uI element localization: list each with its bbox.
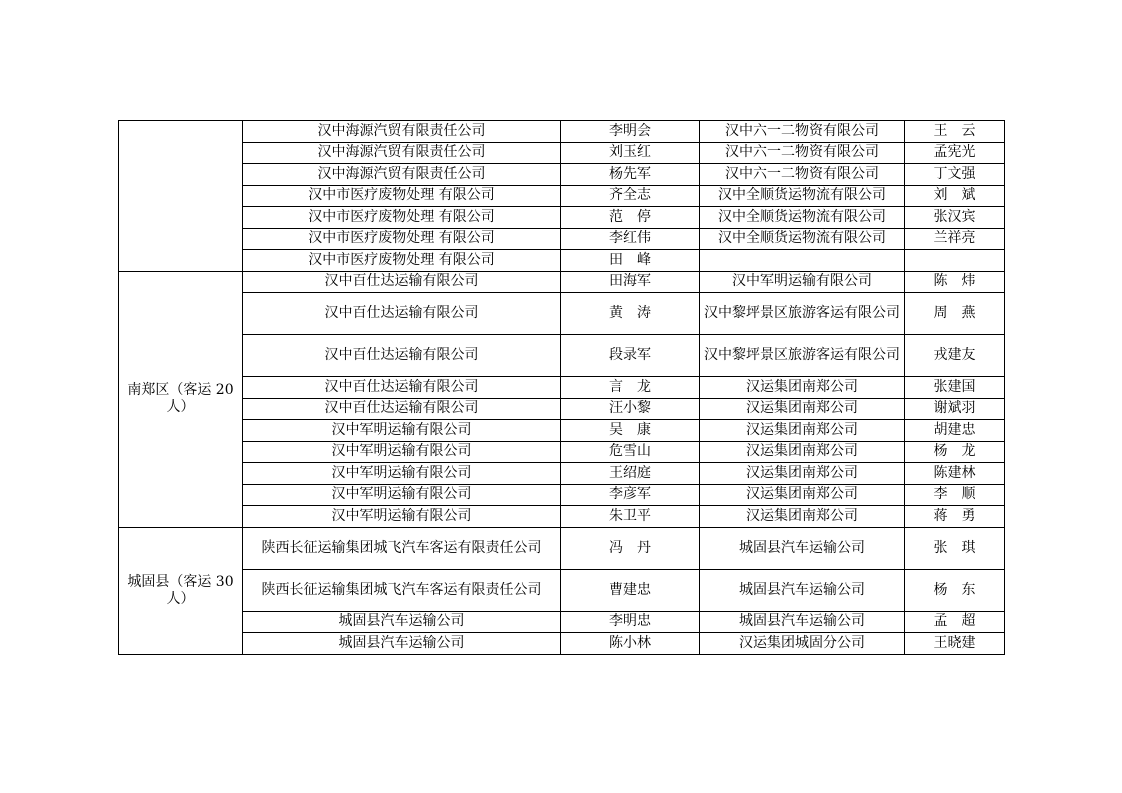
table-row bbox=[119, 569, 1005, 611]
partner-company-cell: 汉中黎坪景区旅游客运有限公司 bbox=[700, 335, 905, 377]
person-cell: 危雪山 bbox=[561, 441, 700, 463]
partner-company-cell: 汉中全顺货运物流有限公司 bbox=[700, 207, 905, 229]
company-cell: 汉中军明运输有限公司 bbox=[243, 506, 561, 528]
company-cell: 汉中军明运输有限公司 bbox=[243, 441, 561, 463]
partner-company-cell: 汉运集团南郑公司 bbox=[700, 506, 905, 528]
partner-company-cell: 汉运集团南郑公司 bbox=[700, 398, 905, 420]
partner-person-cell: 王 云 bbox=[905, 121, 1005, 143]
company-cell: 汉中百仕达运输有限公司 bbox=[243, 398, 561, 420]
partner-person-cell: 张汉宾 bbox=[905, 207, 1005, 229]
person-cell: 齐全志 bbox=[561, 185, 700, 207]
company-cell: 汉中百仕达运输有限公司 bbox=[243, 377, 561, 399]
company-cell: 汉中市医疗废物处理 有限公司 bbox=[243, 250, 561, 272]
table-row bbox=[119, 293, 1005, 335]
table-row bbox=[119, 611, 1005, 633]
table-row bbox=[119, 506, 1005, 528]
partner-person-cell: 陈建林 bbox=[905, 463, 1005, 485]
partner-person-cell: 谢斌羽 bbox=[905, 398, 1005, 420]
table-row bbox=[119, 398, 1005, 420]
table-row bbox=[119, 484, 1005, 506]
partner-person-cell: 周 燕 bbox=[905, 293, 1005, 335]
partner-person-cell: 张 琪 bbox=[905, 527, 1005, 569]
partner-person-cell: 李 顺 bbox=[905, 484, 1005, 506]
person-cell: 李彦军 bbox=[561, 484, 700, 506]
person-cell: 李明会 bbox=[561, 121, 700, 143]
partner-company-cell: 汉中黎坪景区旅游客运有限公司 bbox=[700, 293, 905, 335]
partner-company-cell: 汉运集团南郑公司 bbox=[700, 377, 905, 399]
person-cell: 刘玉红 bbox=[561, 142, 700, 164]
company-cell: 汉中百仕达运输有限公司 bbox=[243, 293, 561, 335]
table-row bbox=[119, 185, 1005, 207]
partner-company-cell: 汉中六一二物资有限公司 bbox=[700, 121, 905, 143]
person-cell: 李明忠 bbox=[561, 611, 700, 633]
partner-company-cell: 汉中军明运输有限公司 bbox=[700, 271, 905, 293]
region-cell: 南郑区（客运 20 人） bbox=[119, 271, 243, 527]
person-cell: 范 停 bbox=[561, 207, 700, 229]
partner-person-cell: 杨 龙 bbox=[905, 441, 1005, 463]
person-cell: 田 峰 bbox=[561, 250, 700, 272]
person-cell: 曹建忠 bbox=[561, 569, 700, 611]
company-cell: 汉中军明运输有限公司 bbox=[243, 420, 561, 442]
partner-company-cell: 汉中六一二物资有限公司 bbox=[700, 142, 905, 164]
partner-person-cell: 戎建友 bbox=[905, 335, 1005, 377]
company-cell: 汉中海源汽贸有限责任公司 bbox=[243, 142, 561, 164]
company-cell: 汉中军明运输有限公司 bbox=[243, 484, 561, 506]
partner-company-cell: 汉运集团南郑公司 bbox=[700, 420, 905, 442]
partner-company-cell: 汉运集团城固分公司 bbox=[700, 633, 905, 655]
person-cell: 吴 康 bbox=[561, 420, 700, 442]
company-cell: 汉中海源汽贸有限责任公司 bbox=[243, 121, 561, 143]
company-cell: 汉中海源汽贸有限责任公司 bbox=[243, 164, 561, 186]
company-cell: 汉中市医疗废物处理 有限公司 bbox=[243, 228, 561, 250]
person-cell: 冯 丹 bbox=[561, 527, 700, 569]
person-cell: 言 龙 bbox=[561, 377, 700, 399]
partner-company-cell: 城固县汽车运输公司 bbox=[700, 527, 905, 569]
partner-company-cell: 汉运集团南郑公司 bbox=[700, 484, 905, 506]
table-row bbox=[119, 271, 1005, 293]
partner-company-cell: 汉运集团南郑公司 bbox=[700, 463, 905, 485]
company-cell: 汉中百仕达运输有限公司 bbox=[243, 271, 561, 293]
partner-person-cell: 蒋 勇 bbox=[905, 506, 1005, 528]
person-cell: 田海军 bbox=[561, 271, 700, 293]
partner-person-cell: 孟宪光 bbox=[905, 142, 1005, 164]
table-row bbox=[119, 633, 1005, 655]
table-body bbox=[119, 121, 1005, 655]
person-cell: 汪小黎 bbox=[561, 398, 700, 420]
table-row bbox=[119, 377, 1005, 399]
person-cell: 段录军 bbox=[561, 335, 700, 377]
partner-person-cell: 孟 超 bbox=[905, 611, 1005, 633]
partner-person-cell: 杨 东 bbox=[905, 569, 1005, 611]
table-row bbox=[119, 142, 1005, 164]
region-cell bbox=[119, 121, 243, 272]
table-row bbox=[119, 164, 1005, 186]
table-row bbox=[119, 121, 1005, 143]
region-cell: 城固县（客运 30 人） bbox=[119, 527, 243, 654]
person-cell: 李红伟 bbox=[561, 228, 700, 250]
partner-person-cell: 陈 炜 bbox=[905, 271, 1005, 293]
company-cell: 城固县汽车运输公司 bbox=[243, 611, 561, 633]
person-cell: 杨先军 bbox=[561, 164, 700, 186]
table-row bbox=[119, 441, 1005, 463]
partner-company-cell: 城固县汽车运输公司 bbox=[700, 611, 905, 633]
partner-company-cell: 汉中全顺货运物流有限公司 bbox=[700, 185, 905, 207]
partner-company-cell bbox=[700, 250, 905, 272]
partner-person-cell: 胡建忠 bbox=[905, 420, 1005, 442]
partner-person-cell: 丁文强 bbox=[905, 164, 1005, 186]
assignment-table bbox=[118, 120, 1005, 655]
person-cell: 陈小林 bbox=[561, 633, 700, 655]
partner-company-cell: 汉中六一二物资有限公司 bbox=[700, 164, 905, 186]
partner-person-cell bbox=[905, 250, 1005, 272]
company-cell: 城固县汽车运输公司 bbox=[243, 633, 561, 655]
company-cell: 汉中军明运输有限公司 bbox=[243, 463, 561, 485]
partner-person-cell: 王晓建 bbox=[905, 633, 1005, 655]
partner-person-cell: 兰祥亮 bbox=[905, 228, 1005, 250]
table-row bbox=[119, 250, 1005, 272]
table-row bbox=[119, 463, 1005, 485]
partner-person-cell: 刘 斌 bbox=[905, 185, 1005, 207]
partner-person-cell: 张建国 bbox=[905, 377, 1005, 399]
company-cell: 汉中市医疗废物处理 有限公司 bbox=[243, 185, 561, 207]
table-row bbox=[119, 335, 1005, 377]
company-cell: 陕西长征运输集团城飞汽车客运有限责任公司 bbox=[243, 569, 561, 611]
company-cell: 汉中市医疗废物处理 有限公司 bbox=[243, 207, 561, 229]
table-row bbox=[119, 527, 1005, 569]
table-row bbox=[119, 228, 1005, 250]
company-cell: 汉中百仕达运输有限公司 bbox=[243, 335, 561, 377]
company-cell: 陕西长征运输集团城飞汽车客运有限责任公司 bbox=[243, 527, 561, 569]
person-cell: 王绍庭 bbox=[561, 463, 700, 485]
table-row bbox=[119, 420, 1005, 442]
partner-company-cell: 汉中全顺货运物流有限公司 bbox=[700, 228, 905, 250]
person-cell: 黄 涛 bbox=[561, 293, 700, 335]
partner-company-cell: 汉运集团南郑公司 bbox=[700, 441, 905, 463]
partner-company-cell: 城固县汽车运输公司 bbox=[700, 569, 905, 611]
table-row bbox=[119, 207, 1005, 229]
person-cell: 朱卫平 bbox=[561, 506, 700, 528]
